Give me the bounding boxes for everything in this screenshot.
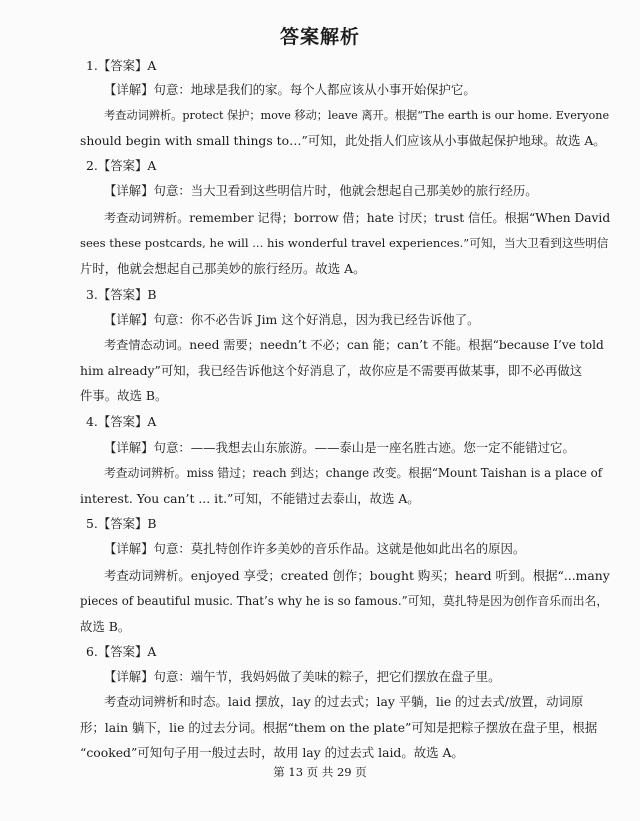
answer-1: 1.【答案】A bbox=[86, 58, 157, 73]
analysis-3-line-2: him already”可知，我已经告诉他这个好消息了，故你应是不需要再做某事，即不必再做这 bbox=[80, 363, 583, 378]
analysis-6-line-2: 形；lain 躺下，lie 的过去分词。根据“them on the plate”可知是把粽子摆放在盘子里，根据 bbox=[80, 720, 598, 735]
analysis-2-line-3: 片时，他就会想起自己那美妙的旅行经历。故选 A。 bbox=[80, 261, 366, 276]
detail-5: 【详解】句意：莫扎特创作许多美妙的音乐作品。这就是他如此出名的原因。 bbox=[104, 541, 526, 556]
analysis-5-line-3: 故选 B。 bbox=[80, 619, 131, 634]
page-title: 答案解析 bbox=[279, 26, 360, 48]
answer-5: 5.【答案】B bbox=[86, 516, 157, 531]
page-footer: 第 13 页 共 29 页 bbox=[273, 765, 367, 779]
analysis-1-line-1: 考查动词辨析。protect 保护；move 移动；leave 离开。根据“The earth is our home. Everyone bbox=[104, 109, 610, 122]
analysis-4-line-2: interest. You can’t ... it.”可知，不能错过去泰山，故选 A。 bbox=[80, 491, 420, 506]
analysis-2-line-1: 考查动词辨析。remember 记得；borrow 借；hate 讨厌；trust 信任。根据“When David bbox=[104, 211, 611, 225]
answer-3: 3.【答案】B bbox=[86, 287, 157, 302]
analysis-6-line-1: 考查动词辨析和时态。laid 摆放，lay 的过去式；lay 平躺，lie 的过去式/放置，动词原 bbox=[104, 694, 584, 709]
analysis-3-line-1: 考查情态动词。need 需要；needn’t 不必；can 能；can’t 不能。根据“because I’ve told bbox=[104, 338, 604, 352]
detail-6: 【详解】句意：端午节，我妈妈做了美味的粽子，把它们摆放在盘子里。 bbox=[104, 669, 501, 684]
analysis-3-line-3: 件事。故选 B。 bbox=[80, 388, 168, 403]
answer-6: 6.【答案】A bbox=[86, 644, 157, 659]
analysis-4-line-1: 考查动词辨析。miss 错过；reach 到达；change 改变。根据“Mount Taishan is a place of bbox=[104, 466, 603, 480]
detail-3: 【详解】句意：你不必告诉 Jim 这个好消息，因为我已经告诉他了。 bbox=[104, 312, 480, 327]
analysis-6-line-3: “cooked”可知句子用一般过去时，故用 lay 的过去式 laid。故选 A。 bbox=[80, 745, 464, 760]
answer-2: 2.【答案】A bbox=[86, 158, 157, 173]
analysis-5-line-1: 考查动词辨析。enjoyed 享受；created 创作；bought 购买；heard 听到。根据“...many bbox=[104, 568, 610, 583]
analysis-1-line-2: should begin with small things to…”可知，此处指人们应该从小事做起保护地球。故选 A。 bbox=[80, 133, 606, 148]
answer-4: 4.【答案】A bbox=[86, 414, 157, 429]
analysis-2-line-2: sees these postcards, he will ... his wonderful travel experiences.”可知，当大卫看到这些明信 bbox=[80, 236, 609, 250]
detail-2: 【详解】句意：当大卫看到这些明信片时，他就会想起自己那美妙的旅行经历。 bbox=[104, 183, 538, 198]
detail-1: 【详解】句意：地球是我们的家。每个人都应该从小事开始保护它。 bbox=[104, 82, 476, 97]
analysis-5-line-2: pieces of beautiful music. That’s why he is so famous.”可知，莫扎特是因为创作音乐而出名， bbox=[80, 594, 609, 608]
detail-4: 【详解】句意：——我想去山东旅游。——泰山是一座名胜古迹。您一定不能错过它。 bbox=[104, 440, 575, 455]
